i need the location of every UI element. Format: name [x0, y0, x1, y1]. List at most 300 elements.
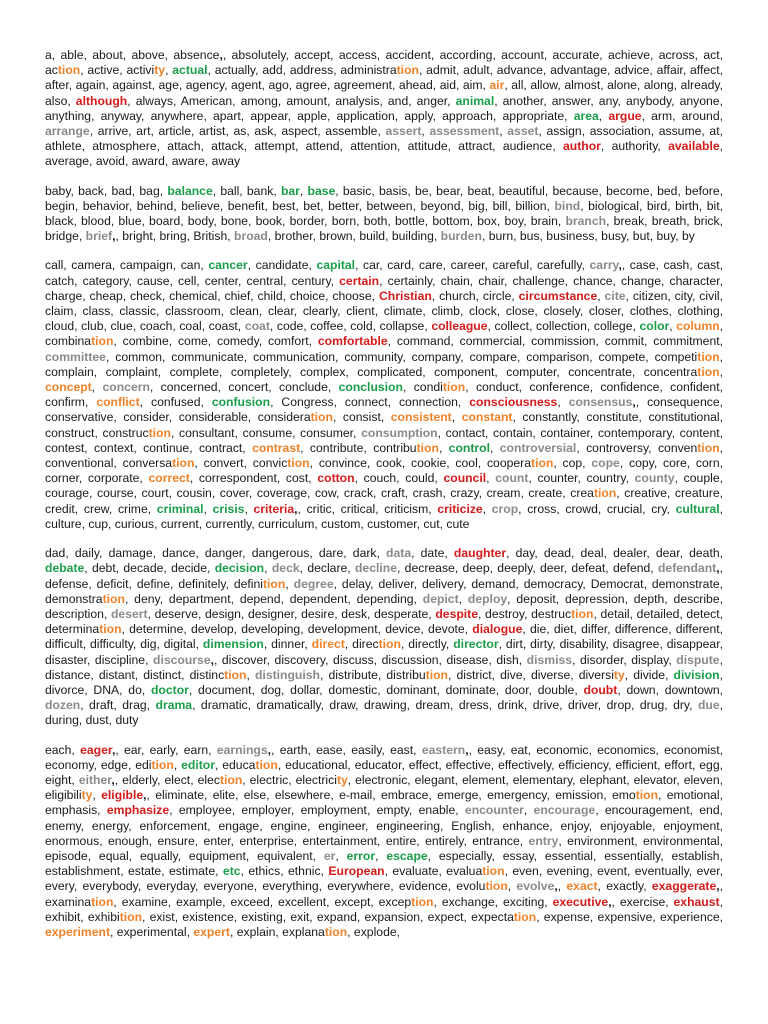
highlight-orange: tion	[442, 380, 466, 395]
plain-text: , controversy, conven	[576, 440, 698, 455]
highlight-orange: tion	[571, 606, 594, 621]
highlight-orange: tion	[151, 757, 174, 772]
plain-text: , combina	[45, 319, 723, 349]
highlight-gray: encourage	[533, 803, 596, 818]
plain-text: , declare,	[299, 561, 355, 576]
highlight-orange: direct	[311, 637, 345, 652]
bold-comma: ,	[632, 395, 636, 410]
plain-text: , die, diet, differ, difference, different, difficult, difficulty, dig, digital,	[45, 622, 724, 652]
plain-text: , another, answer, any, anybody, anyone, anything, anyway, anywhere, apart, appear, apple, application, apply, approach, appropriate,	[45, 93, 723, 123]
highlight-orange: tion	[635, 788, 659, 803]
bold-comma: ,	[554, 879, 558, 894]
bold-comma: ,	[465, 742, 469, 757]
bold-comma: ,	[143, 788, 147, 803]
highlight-red: criticize	[437, 501, 483, 516]
highlight-orange: ty	[336, 772, 348, 787]
plain-text: , all, allow, almost, alone, along, already, also,	[45, 78, 723, 108]
highlight-orange: tion	[396, 63, 419, 78]
plain-text: , case, cash, cast, catch, category, cause, cell, center, central, century,	[45, 258, 723, 288]
plain-text: , culture, cup, curious, current, currently, curriculum, custom, customer, cut, cute	[45, 501, 723, 531]
plain-text: , constantly, constitute, constitutional, construct, construc	[45, 410, 723, 440]
plain-text: , disorder, display,	[572, 652, 677, 667]
highlight-orange: tion	[287, 456, 310, 471]
plain-text: ,	[557, 395, 569, 410]
highlight-red: European	[328, 864, 385, 879]
highlight-orange: concept	[45, 380, 92, 395]
plain-text: , discover, discovery, discuss, discussion, disease, dish,	[213, 652, 527, 667]
highlight-orange: tion	[224, 667, 247, 682]
highlight-gray: defendant	[657, 561, 717, 576]
highlight-gray: broad	[234, 229, 268, 244]
highlight-orange: tion	[102, 591, 125, 606]
highlight-green: cancer	[208, 258, 248, 273]
bold-comma: ,	[112, 229, 116, 244]
bold-comma: ,	[210, 652, 214, 667]
highlight-gray: deploy	[467, 591, 508, 606]
highlight-red: despite	[435, 606, 479, 621]
highlight-orange: experiment	[45, 924, 111, 939]
highlight-red: consciousness	[469, 395, 558, 410]
plain-text: , convince, cook, cookie, cool, coopera	[309, 456, 532, 471]
highlight-red: cotton	[317, 471, 355, 486]
bold-comma: ,	[716, 561, 720, 576]
plain-text: , dirt, dirty, disability, disagree, disappear, disaster, discipline,	[45, 637, 723, 667]
plain-text: , common, communicate, communication, community, company, compare, comparison, compete, competi	[105, 349, 698, 364]
plain-text: ,	[719, 364, 723, 379]
plain-text: ,	[92, 788, 102, 803]
highlight-green: animal	[455, 93, 495, 108]
plain-text: , day, dead, deal, dealer, dear, death,	[506, 546, 724, 561]
plain-text: , even, evening, event, eventually, ever, every, everybody, everyday, everyone, everything, everywhere, evidence, evolu	[45, 864, 723, 894]
plain-text: ,	[173, 757, 182, 772]
highlight-orange: tion	[531, 456, 554, 471]
bold-comma: ,	[716, 879, 720, 894]
plain-text: , deserve, design, designer, desire, desk, desperate,	[147, 606, 436, 621]
highlight-red: daughter	[453, 546, 507, 561]
plain-text: , conduct, conference, confidence, confident, confirm,	[45, 380, 723, 410]
highlight-orange: tion	[378, 637, 401, 652]
plain-text: , dramatic, dramatically, draw, drawing, dream, dress, drink, drive, driver, drop, drug, dry,	[192, 698, 698, 713]
highlight-orange: tion	[416, 440, 439, 455]
highlight-gray: distinguish	[254, 667, 320, 682]
highlight-gray: consensus	[568, 395, 633, 410]
highlight-red: certain	[339, 273, 380, 288]
plain-text: , educa	[214, 757, 256, 772]
highlight-red: council	[443, 471, 487, 486]
bold-comma: ,	[219, 48, 223, 62]
highlight-green: capital	[316, 258, 356, 273]
highlight-red: exaggerate	[651, 879, 717, 894]
plain-text: , biological, bird, birth, bit, black, blood, blue, board, body, bone, book, border, born, both, bottle, bottom, box, boy, brain,	[45, 198, 723, 229]
plain-text: , church, circle,	[431, 288, 519, 303]
highlight-orange: tion	[148, 425, 171, 440]
plain-text: , confused,	[139, 395, 212, 410]
plain-text: , arm, around,	[641, 108, 723, 123]
plain-text: ,	[264, 561, 272, 576]
highlight-green: director	[453, 637, 499, 652]
highlight-green: debate	[45, 561, 85, 576]
plain-text: , citizen, city, civil, claim, class, classic, classroom, clean, clear, clearly, client, climate, climb, clock, close, closely, closer, clothes, clothing, cloud, club, clue, coach, coal, coast,	[45, 288, 723, 334]
highlight-gray: assessment	[429, 124, 500, 139]
plain-text: , exist, existence, existing, exit, expand, expansion, expect, expecta	[142, 909, 514, 924]
highlight-orange: ty	[154, 63, 166, 78]
highlight-gray: earnings	[216, 742, 268, 757]
highlight-gray: deck	[271, 561, 300, 576]
plain-text: , down, downtown,	[617, 682, 723, 697]
highlight-gray: dispute	[676, 652, 720, 667]
highlight-gray: either	[78, 772, 112, 787]
highlight-orange: tion	[593, 486, 617, 501]
highlight-red: criteria	[253, 501, 295, 516]
highlight-orange: tion	[697, 349, 720, 364]
plain-text: , district, dive, diverse, diversi	[448, 667, 614, 682]
highlight-red: circumstance	[518, 288, 598, 303]
highlight-red: exhaust	[673, 894, 720, 909]
plain-text: , copy, core, corn, corner, corporate,	[45, 456, 724, 486]
plain-text: baby, back, bad, bag,	[45, 183, 168, 198]
plain-text: , examina	[45, 879, 723, 909]
plain-text: , car, card, care, career, careful, carefully,	[355, 258, 590, 273]
plain-text: , explain, explana	[229, 924, 325, 939]
plain-text: , deposit, depression, depth, describe, description,	[45, 591, 723, 621]
plain-text: , explode,	[347, 924, 401, 939]
highlight-gray: arrange	[45, 124, 90, 139]
plain-text: , creative, creature, credit, crew, crime,	[45, 486, 723, 516]
plain-text: ,	[421, 124, 430, 139]
plain-text: ,	[598, 108, 609, 123]
highlight-green: balance	[167, 183, 213, 198]
highlight-gray: due	[697, 698, 720, 713]
highlight-orange: exact	[566, 879, 598, 894]
plain-text: , brother, brown, build, building,	[267, 229, 441, 244]
plain-text: , electronic, elegant, element, elementary, elephant, elevator, eleven, eligibili	[45, 772, 724, 803]
plain-text: , emotional, emphasis,	[45, 788, 723, 818]
plain-text: ,	[451, 410, 462, 425]
plain-text: , convert, convic	[194, 456, 288, 471]
plain-text: , break, breath, brick, bridge,	[45, 214, 723, 244]
plain-text: , combine, come, comedy, comfort,	[113, 334, 318, 349]
highlight-orange: consistent	[390, 410, 452, 425]
highlight-red: available	[668, 139, 720, 154]
plain-text: , delay, deliver, delivery, demand, democracy, Democrat, demonstrate, demonstra	[45, 576, 724, 606]
highlight-orange: tion	[310, 410, 333, 425]
highlight-gray: brief	[85, 229, 113, 244]
plain-text: ,	[244, 501, 254, 516]
highlight-orange: ty	[81, 788, 93, 803]
plain-text: , determine, develop, developing, development, device, devote,	[121, 622, 473, 637]
highlight-green: color	[639, 319, 670, 334]
highlight-orange: tion	[697, 364, 720, 379]
plain-text: , exhibit, exhibi	[45, 894, 723, 924]
highlight-gray: depict	[422, 591, 459, 606]
plain-text: , exchange, exciting,	[433, 894, 553, 909]
highlight-green: criminal	[156, 501, 204, 516]
plain-text: ,	[490, 440, 500, 455]
paragraph-e	[45, 743, 723, 941]
plain-text: , defense, deficit, define, definitely, defini	[45, 561, 723, 591]
plain-text: ,	[557, 879, 567, 894]
plain-text: , contribute, contribu	[300, 440, 417, 455]
highlight-green: confusion	[211, 395, 271, 410]
highlight-green: decision	[214, 561, 265, 576]
highlight-red: dialogue	[472, 622, 523, 637]
bold-comma: ,	[608, 894, 612, 909]
paragraph-b	[45, 184, 723, 245]
highlight-orange: tion	[262, 576, 286, 591]
plain-text: ,	[335, 848, 347, 863]
plain-text: , actually, add, address, administra	[207, 63, 397, 78]
plain-text: , contact, contain, container, contemporary, content, contest, context, continue, contract,	[45, 425, 724, 455]
highlight-orange: tion	[172, 456, 195, 471]
plain-text: ,	[458, 591, 468, 606]
highlight-green: etc	[222, 864, 241, 879]
plain-text: each,	[45, 742, 81, 757]
highlight-red: argue	[608, 108, 642, 123]
plain-text: , decrease, deep, deeply, deer, defeat, defend,	[396, 561, 658, 576]
plain-text: , ball, bank,	[212, 183, 281, 198]
highlight-green: control	[448, 440, 491, 455]
plain-text: ,	[299, 183, 308, 198]
plain-text: , counter, country,	[528, 471, 635, 486]
highlight-green: bar	[280, 183, 300, 198]
plain-text: dad, daily, damage, dance, danger, dangerous, dare, dark,	[45, 546, 387, 561]
highlight-green: error	[346, 848, 376, 863]
highlight-gray: cope	[591, 456, 620, 471]
highlight-gray: concern	[102, 380, 150, 395]
plain-text: , elderly, elect, elec	[114, 772, 220, 787]
highlight-green: cultural	[675, 501, 720, 516]
plain-text: , consist,	[332, 410, 391, 425]
plain-text: , date,	[411, 546, 454, 561]
highlight-gray: er	[323, 848, 336, 863]
highlight-gray: branch	[565, 214, 607, 229]
highlight-red: Christian	[378, 288, 432, 303]
plain-text: , code, coffee, cold, collapse,	[269, 319, 432, 334]
plain-text: ,	[669, 319, 677, 334]
plain-text: , distance, distant, distinct, distinc	[45, 652, 723, 682]
highlight-gray: county	[634, 471, 675, 486]
highlight-orange: tion	[324, 924, 348, 939]
plain-text: ,	[482, 501, 492, 516]
plain-text: , cross, crowd, crucial, cry,	[518, 501, 676, 516]
highlight-orange: tion	[119, 909, 143, 924]
highlight-gray: burden	[440, 229, 482, 244]
plain-text: , consequence, conservative, consider, considerable, considera	[45, 395, 723, 425]
highlight-green: drama	[155, 698, 193, 713]
plain-text: , consultant, consume, consumer,	[170, 425, 362, 440]
plain-text: , basic, basis, be, bear, beat, beautiful, because, become, bed, before, begin, behavior, behind, believe, benefit, best, bet, better, between, beyond, big, bill, billion,	[45, 183, 723, 213]
plain-text: , complain, complaint, complete, completely, complex, complicated, component, computer, concentrate, concentra	[45, 349, 723, 379]
highlight-green: actual	[172, 63, 208, 78]
plain-text: , expense, expensive, experience,	[536, 909, 723, 924]
plain-text: ,	[499, 124, 508, 139]
plain-text: ,	[507, 879, 517, 894]
plain-text: , bright, bring, British,	[115, 229, 235, 244]
plain-text: , cop,	[553, 456, 592, 471]
highlight-green: area	[573, 108, 599, 123]
plain-text: , especially, essay, essential, essentially, establish, establishment, estate, estimate,	[45, 848, 723, 879]
plain-text: , draft, drag,	[80, 698, 156, 713]
highlight-gray: count	[495, 471, 529, 486]
plain-text: , arrive, art, article, artist, as, ask, aspect, assemble,	[89, 124, 386, 139]
highlight-orange: tion	[91, 894, 114, 909]
plain-text: , experimental,	[110, 924, 194, 939]
plain-text: , correspondent, cost,	[189, 471, 318, 486]
highlight-red: eligible	[101, 788, 144, 803]
highlight-gray: committee	[45, 349, 106, 364]
highlight-orange: ty	[613, 667, 625, 682]
plain-text: ,	[165, 63, 173, 78]
plain-text: , earth, ease, easily, east,	[271, 742, 422, 757]
plain-text: , exercise,	[611, 894, 674, 909]
highlight-red: emphasize	[106, 803, 170, 818]
plain-text: ,	[91, 380, 103, 395]
paragraph-c	[45, 258, 723, 532]
plain-text: , always, American, among, amount, analysis, and, anger,	[127, 93, 456, 108]
plain-text: , certainly, chain, chair, challenge, chance, change, character, charge, cheap, check, chemical, chief, child, choice, choose,	[45, 273, 723, 303]
plain-text: , command, commercial, commission, commit, commitment,	[387, 334, 723, 349]
plain-text: , electric, electrici	[242, 772, 337, 787]
paragraph-a	[45, 48, 723, 170]
plain-text: , active, activi	[80, 63, 155, 78]
highlight-red: executive	[552, 894, 609, 909]
highlight-gray: data	[386, 546, 412, 561]
plain-text: , evaluate, evalua	[384, 864, 483, 879]
plain-text: , during, dust, duty	[45, 698, 723, 728]
highlight-red: eager	[80, 742, 112, 757]
highlight-orange: contrast	[252, 440, 301, 455]
highlight-orange: constant	[461, 410, 513, 425]
highlight-orange: tion	[425, 667, 448, 682]
highlight-gray: decline	[354, 561, 397, 576]
highlight-gray: degree	[293, 576, 334, 591]
highlight-gray: assert	[385, 124, 422, 139]
bold-comma: ,	[294, 501, 298, 516]
plain-text: , direc	[344, 637, 379, 652]
plain-text: , divide,	[624, 667, 674, 682]
plain-text: , admit, adult, advance, advantage, advice, affair, affect, after, again, against, age, agency, agent, ago, agree, agreement, ahead, aid, aim,	[45, 63, 723, 93]
plain-text: , examine, example, exceed, excellent, except, excep	[113, 894, 412, 909]
plain-text: , eliminate, elite, else, elsewhere, e-mail, embrace, emerge, emergency, emission, emo	[146, 788, 636, 803]
plain-text: ,	[597, 288, 605, 303]
plain-text: ,	[285, 576, 294, 591]
plain-text: , collect, collection, college,	[487, 319, 640, 334]
plain-text: , ear, early, earn,	[115, 742, 217, 757]
plain-text: , dinner,	[263, 637, 312, 652]
plain-text: , educational, educator, effect, effective, effectively, efficiency, efficient, effort, egg, eight,	[45, 757, 723, 787]
plain-text: , condi	[402, 380, 443, 395]
highlight-gray: eastern	[421, 742, 466, 757]
highlight-orange: conflict	[96, 395, 140, 410]
highlight-orange: column	[676, 319, 720, 334]
highlight-orange: tion	[57, 63, 81, 78]
highlight-green: crisis	[212, 501, 245, 516]
highlight-gray: coat	[244, 319, 270, 334]
highlight-red: colleague	[431, 319, 488, 334]
plain-text: , encouragement, end, enemy, energy, enforcement, engage, engine, engineer, engineering, English, enhance, enjoy, enjoyable, enjoyment, enormous, enough, ensure, enter, enterprise, entertainment, entire, entirely, entrance,	[45, 803, 723, 848]
highlight-orange: tion	[697, 440, 720, 455]
plain-text: , easy, eat, economic, economics, economist, economy, edge, edi	[45, 742, 723, 772]
plain-text: , burn, bus, business, busy, but, buy, by	[481, 229, 695, 244]
bold-comma: ,	[111, 742, 116, 757]
plain-text: call, camera, campaign, can,	[45, 258, 209, 273]
plain-text: a, able, about, above, absence	[45, 48, 220, 62]
highlight-gray: encounter	[464, 803, 524, 818]
plain-text: , couple, courage, course, court, cousin, cover, coverage, cow, crack, craft, crash, crazy, cream, create, crea	[45, 471, 723, 501]
bold-comma: ,	[111, 772, 115, 787]
highlight-gray: controversial	[499, 440, 577, 455]
highlight-gray: evolve	[516, 879, 555, 894]
highlight-orange: tion	[485, 879, 508, 894]
highlight-green: escape	[386, 848, 428, 863]
plain-text: ,	[203, 501, 213, 516]
plain-text: , absolutely, accept, access, accident, according, account, accurate, achieve, across, act, ac	[45, 48, 723, 78]
plain-text: , critic, critical, criticism,	[297, 501, 438, 516]
highlight-gray: asset	[507, 124, 539, 139]
highlight-red: author	[563, 139, 601, 154]
highlight-gray: desert	[110, 606, 148, 621]
highlight-green: doctor	[150, 682, 189, 697]
bold-comma: ,	[618, 258, 622, 273]
highlight-orange: tion	[219, 772, 243, 787]
plain-text: , concerned, concert, conclude,	[149, 380, 339, 395]
highlight-orange: expert	[193, 924, 230, 939]
plain-text: ,	[486, 471, 496, 486]
plain-text: , Congress, connect, connection,	[270, 395, 470, 410]
highlight-green: conclusion	[338, 380, 403, 395]
highlight-orange: tion	[255, 757, 278, 772]
plain-text: , average, avoid, award, aware, away	[45, 139, 723, 169]
plain-text: ,	[375, 848, 387, 863]
highlight-orange: tion	[411, 894, 434, 909]
highlight-gray: bind	[554, 198, 581, 213]
highlight-gray: consumption	[361, 425, 438, 440]
highlight-green: editor	[181, 757, 215, 772]
highlight-red: although	[75, 93, 128, 108]
plain-text: , candidate,	[247, 258, 317, 273]
highlight-green: division	[673, 667, 720, 682]
highlight-gray: crop	[491, 501, 519, 516]
paragraph-d	[45, 546, 723, 728]
plain-text: , debt, decade, decide,	[84, 561, 215, 576]
plain-text: , couch, could,	[354, 471, 444, 486]
highlight-orange: air	[489, 78, 505, 93]
plain-text: ,	[438, 440, 449, 455]
plain-text: , conventional, conversa	[45, 440, 723, 471]
highlight-gray: dismiss	[526, 652, 573, 667]
highlight-red: doubt	[583, 682, 618, 697]
plain-text: , exactly,	[597, 879, 652, 894]
highlight-gray: entry	[528, 833, 559, 848]
plain-text: , deny, department, depend, dependent, depending,	[124, 591, 423, 606]
highlight-orange: tion	[99, 622, 122, 637]
highlight-orange: correct	[148, 471, 190, 486]
plain-text: ,	[523, 803, 534, 818]
plain-text: , divorce, DNA, do,	[45, 667, 723, 697]
highlight-orange: tion	[513, 909, 537, 924]
highlight-orange: tion	[91, 334, 114, 349]
plain-text: ,	[246, 667, 255, 682]
plain-text: , destroy, destruc	[478, 606, 572, 621]
plain-text: , document, dog, dollar, domestic, dominant, dominate, door, double,	[188, 682, 584, 697]
highlight-gray: cite	[604, 288, 626, 303]
highlight-orange: tion	[482, 864, 505, 879]
plain-text: , assign, association, assume, at, athlete, atmosphere, attach, attack, attempt, attend, attention, attitude, attract, audience,	[45, 124, 723, 154]
highlight-red: comfortable	[317, 334, 388, 349]
highlight-green: base	[307, 183, 336, 198]
plain-text: , authority,	[600, 139, 669, 154]
plain-text: , directly,	[400, 637, 454, 652]
